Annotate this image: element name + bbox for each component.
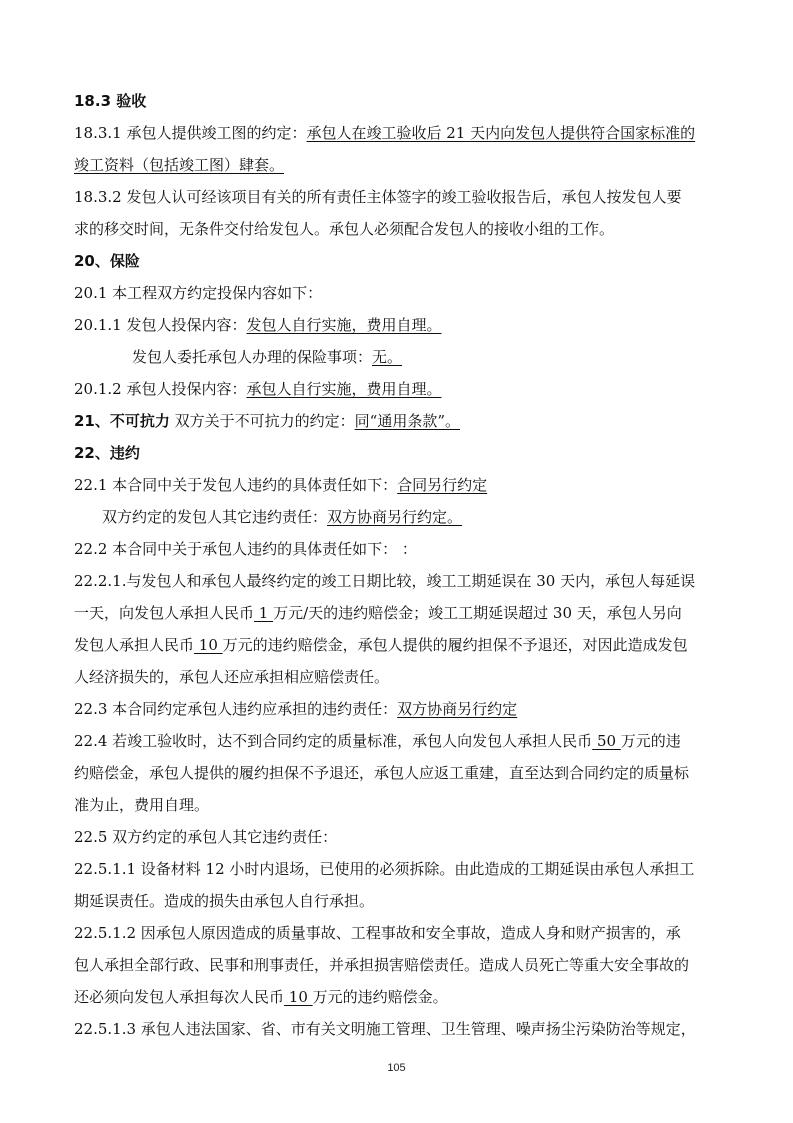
text-run: 22.3 本合同约定承包人违约应承担的违约责任： [74,700,398,718]
text-run: 包人承担全部行政、民事和刑事责任，并承担损害赔偿责任。造成人员死亡等重大安全事故的 [74,956,690,974]
section-heading: 20、保险 [74,252,140,270]
text-run: 万元的违约赔偿金。 [312,988,448,1006]
underlined-text: 10 [194,636,223,654]
text-run: 约赔偿金，承包人提供的履约担保不予退还，承包人应返工重建，直至达到合同约定的质量标 [74,764,690,782]
text-run: 双方约定的发包人其它违约责任： [102,508,328,526]
text-line [74,246,724,277]
text-line [74,278,724,309]
document-body [74,86,724,1046]
text-line [74,86,724,117]
underlined-text: 双方协商另行约定。 [327,508,463,526]
text-run: 20.1 本工程双方约定投保内容如下： [74,284,323,302]
text-run: 22.2 本合同中关于承包人违约的具体责任如下： ： [74,540,417,558]
text-run: 发包人委托承包人办理的保险事项： [132,348,373,366]
text-run: 一天，向发包人承担人民币 [74,604,255,622]
text-line [74,438,724,469]
text-line [74,982,724,1013]
text-line [74,470,724,501]
section-heading: 18.3 验收 [74,92,147,110]
text-run: 准为止，费用自理。 [74,796,210,814]
text-run: 发包人承担人民币 [74,636,195,654]
text-line [74,598,724,629]
text-line [74,406,724,437]
text-line [74,726,724,757]
text-line [74,694,724,725]
text-run: 18.3.2 发包人认可经该项目有关的所有责任主体签字的竣工验收报告后，承包人按发包人要 [74,188,682,206]
text-line [74,502,724,533]
text-run: 双方关于不可抗力的约定： [169,412,355,430]
text-line [74,662,724,693]
text-line [74,566,724,597]
section-heading: 22、违约 [74,444,140,462]
underlined-text: 双方协商另行约定 [397,700,518,718]
underlined-text: 无。 [372,348,403,366]
underlined-text: 1 [254,604,274,622]
section-heading: 21、不可抗力 [74,412,170,430]
text-line [74,214,724,245]
underlined-text: 50 [592,732,621,750]
underlined-text: 承包人自行实施，费用自理。 [246,380,442,398]
text-run: 20.1.2 承包人投保内容： [74,380,247,398]
text-line [74,534,724,565]
text-run: 万元/天的违约赔偿金；竣工工期延误超过 30 天，承包人另向 [273,604,682,622]
text-run: 万元的违约赔偿金，承包人提供的履约担保不予退还，对因此造成发包 [222,636,688,654]
text-run: 22.4 若竣工验收时，达不到合同约定的质量标准，承包人向发包人承担人民币 [74,732,593,750]
text-line [74,950,724,981]
underlined-text: 发包人自行实施，费用自理。 [246,316,442,334]
text-run: 期延误责任。造成的损失由承包人自行承担。 [74,892,375,910]
underlined-text: 10 [284,988,313,1006]
text-line [74,822,724,853]
underlined-text: 同“通用条款”。 [354,412,460,430]
text-line [74,630,724,661]
underlined-text: 承包人在竣工验收后 21 天内向发包人提供符合国家标准的 [306,124,696,142]
text-line [74,374,724,405]
text-run: 22.1 本合同中关于发包人违约的具体责任如下： [74,476,398,494]
text-line [74,854,724,885]
text-line [74,342,724,373]
text-run: 22.2.1.与发包人和承包人最终约定的竣工日期比较，竣工工期延误在 30 天内，承包人每延误 [74,572,696,590]
text-run: 18.3.1 承包人提供竣工图的约定： [74,124,307,142]
text-line [74,310,724,341]
text-run: 22.5 双方约定的承包人其它违约责任： [74,828,338,846]
text-run: 万元的违 [620,732,681,750]
page-number: 105 [387,1062,406,1074]
text-run: 22.5.1.2 因承包人原因造成的质量事故、工程事故和安全事故，造成人身和财产损害的，承 [74,924,681,942]
text-run: 22.5.1.3 承包人违法国家、省、市有关文明施工管理、卫生管理、噪声扬尘污染防治等规定， [74,1020,696,1038]
text-line [74,758,724,789]
text-line [74,886,724,917]
text-line [74,150,724,181]
underlined-text: 竣工资料（包括竣工图）肆套。 [74,156,285,174]
text-run: 人经济损失的，承包人还应承担相应赔偿责任。 [74,668,390,686]
text-line [74,182,724,213]
underlined-text: 合同另行约定 [397,476,488,494]
text-line [74,918,724,949]
text-run: 求的移交时间，无条件交付给发包人。承包人必须配合发包人的接收小组的工作。 [74,220,615,238]
text-run: 20.1.1 发包人投保内容： [74,316,247,334]
text-run: 22.5.1.1 设备材料 12 小时内退场，已使用的必须拆除。由此造成的工期延误由承包人承担工 [74,860,695,878]
text-line [74,1014,724,1045]
text-run: 还必须向发包人承担每次人民币 [74,988,285,1006]
text-line [74,790,724,821]
text-line [74,118,724,149]
